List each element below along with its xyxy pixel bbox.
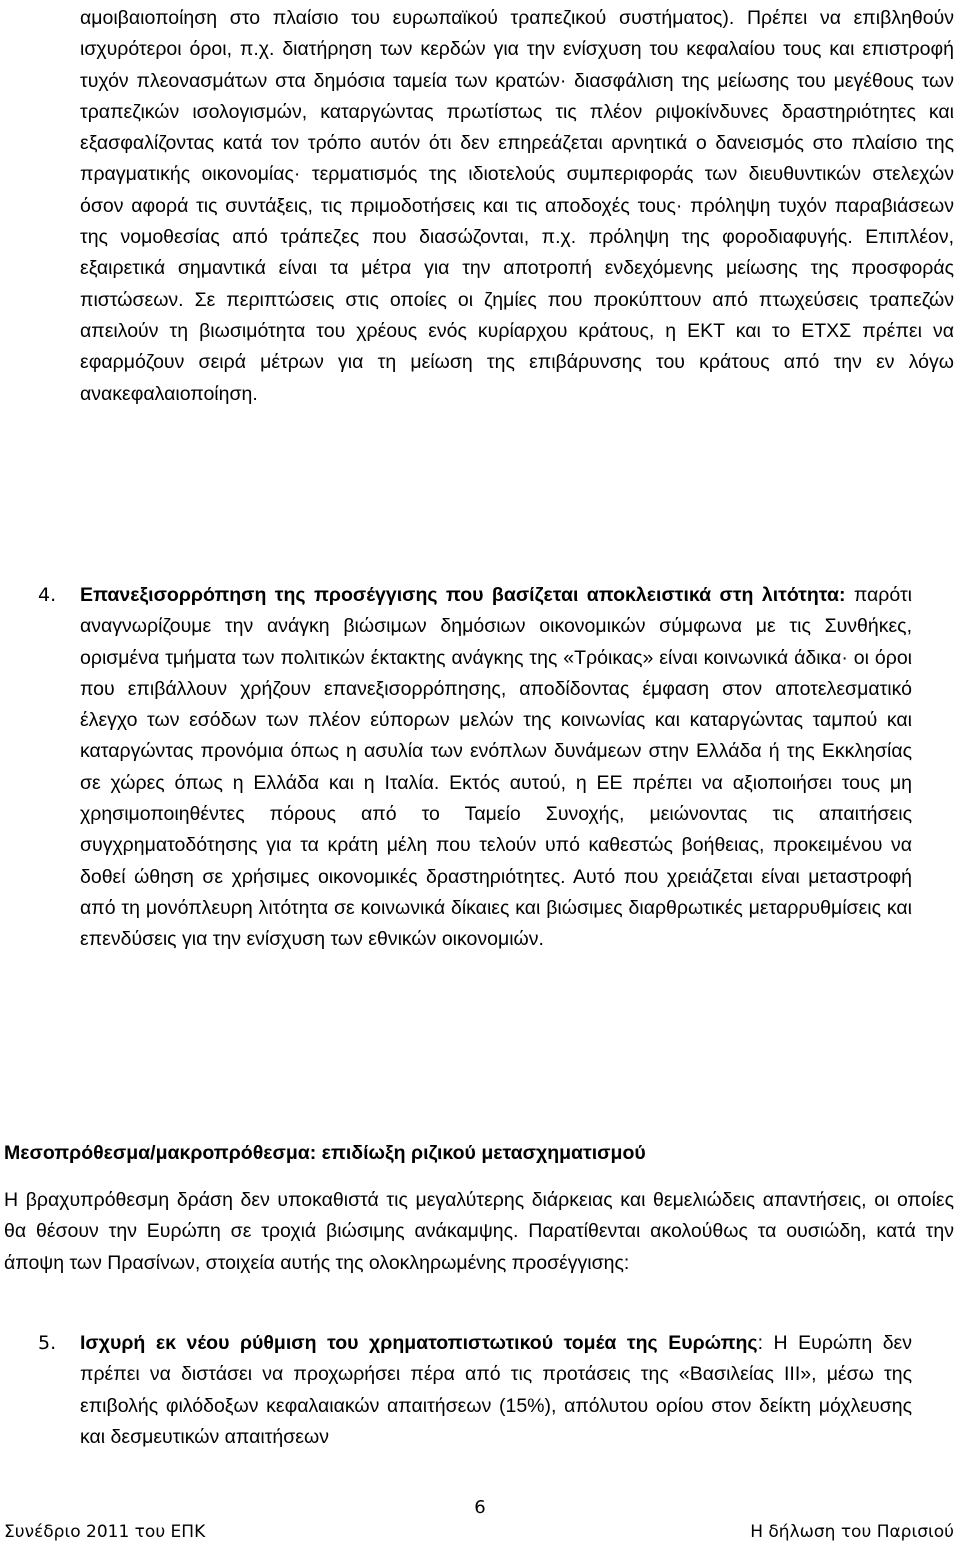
section-paragraph: Η βραχυπρόθεσμη δράση δεν υποκαθιστά τις μεγαλύτερης διάρκειας και θεμελιώδεις απαντήσεις, οι οποίες θα θέσουν την Ευρώπη σε τροχιά βιώσιμης ανάκαμψης. Παρατίθενται ακολούθως τα ουσιώδη, κατά την άποψη των Πρασίνων, στοιχεία αυτής της ολοκληρωμένης προσέγγισης:	[4, 1189, 954, 1274]
list-item-4-text: παρότι αναγνωρίζουμε την ανάγκη βιώσιμων δημόσιων οικονομικών σύμφωνα με τις Συνθήκες, ορισμένα τμήματα των πολιτικών έκτακτης ανάγκης της «Τρόικας» είναι κοινωνικά άδικα· οι όροι που επιβάλλουν χρήζουν επανεξισορρόπησης, αποδίδοντας έμφαση στον αποτελεσματικό έλεγχο των εσόδων των πλέον εύπορων μελών της κοινωνίας και καταργώντας ταμπού και καταργώντας προνόμια όπως η ασυλία των ενόπλων δυνάμεων στην Ελλάδα ή της Εκκλησίας σε χώρες όπως η Ελλάδα και η Ιταλία. Εκτός αυτού, η ΕΕ πρέπει να αξιοποιήσει τους μη χρησιμοποιηθέντες πόρους από το Ταμείο Συνοχής, μειώνοντας τις απαιτήσεις συγχρηματοδότησης για τα κράτη μέλη που τελούν υπό καθεστώς βοήθειας, προκειμένου να δοθεί ώθηση σε χρήσιμες οικονομικές δραστηριότητες. Αυτό που χρειάζεται είναι μεταστροφή από τη μονόπλευρη λιτότητα σε κοινωνικά δίκαιες και βιώσιμες διαρθρωτικές μεταρρυθμίσεις και επενδύσεις για την ενίσχυση των εθνικών οικονομιών.	[80, 584, 912, 951]
list-number-5: 5.	[38, 1332, 57, 1354]
intro-paragraph: αμοιβαιοποίηση στο πλαίσιο του ευρωπαϊκού τραπεζικού συστήματος). Πρέπει να επιβληθούν ισχυρότεροι όροι, π.χ. διατήρηση των κερδών για την ενίσχυση του κεφαλαίου τους και επιστροφή τυχόν πλεονασμάτων στα δημόσια ταμεία των κρατών· διασφάλιση της μείωσης του μεγέθους των τραπεζικών ισολογισμών, καταργώντας πρωτίστως τις πλέον ριψοκίνδυνες δραστηριότητες και εξασφαλίζοντας κατά τον τρόπο αυτόν ότι δεν επηρεάζεται αρνητικά ο δανεισμός στο πλαίσιο της πραγματικής οικονομίας· τερματισμός της ιδιοτελούς συμπεριφοράς των διευθυντικών στελεχών όσον αφορά τις συντάξεις, τις πριμοδοτήσεις και τις αποδοχές τους· πρόληψη τυχόν παραβιάσεων της νομοθεσίας από τράπεζες που διασώζονται, π.χ. πρόληψη της φοροδιαφυγής. Επιπλέον, εξαιρετικά σημαντικά είναι τα μέτρα για την αποτροπή ενδεχόμενης μείωσης της προσφοράς πιστώσεων. Σε περιπτώσεις στις οποίες οι ζημίες που προκύπτουν από πτωχεύσεις τραπεζών απειλούν τη βιωσιμότητα του χρέους ενός κυρίαρχου κράτους, η ΕΚΤ και το ΕΤΧΣ πρέπει να εφαρμόζουν σειρά μέτρων για τη μείωση της επιβάρυνσης του κράτους από την εν λόγω ανακεφαλαιοποίηση.	[80, 7, 954, 405]
list-item-5-text: : Η Ευρώπη δεν πρέπει να διστάσει να προχωρήσει πέρα από τις προτάσεις της «Βασιλείας ΙΙΙ», μέσω της επιβολής φιλόδοξων κεφαλαιακών απαιτήσεων (15%), απόλυτου ορίου στον δείκτη μόχλευσης και δεσμευτικών απαιτήσεων	[80, 1332, 912, 1448]
section-heading: Μεσοπρόθεσμα/μακροπρόθεσμα: επιδίωξη ριζικού μετασχηματισμού	[4, 1142, 646, 1164]
list-item-4-body	[80, 580, 912, 956]
list-item-5-body	[80, 1328, 912, 1453]
list-item-4-heading: Επανεξισορρόπηση της προσέγγισης που βασίζεται αποκλειστικά στη λιτότητα:	[80, 584, 846, 606]
page-number: 6	[474, 1497, 486, 1518]
footer-left: Συνέδριο 2011 του ΕΠΚ	[4, 1522, 206, 1542]
list-item-5-heading: Ισχυρή εκ νέου ρύθμιση του χρηματοπιστωτικού τομέα της Ευρώπης	[80, 1332, 758, 1354]
footer-right: Η δήλωση του Παρισιού	[750, 1522, 954, 1542]
list-number-4: 4.	[38, 584, 57, 606]
